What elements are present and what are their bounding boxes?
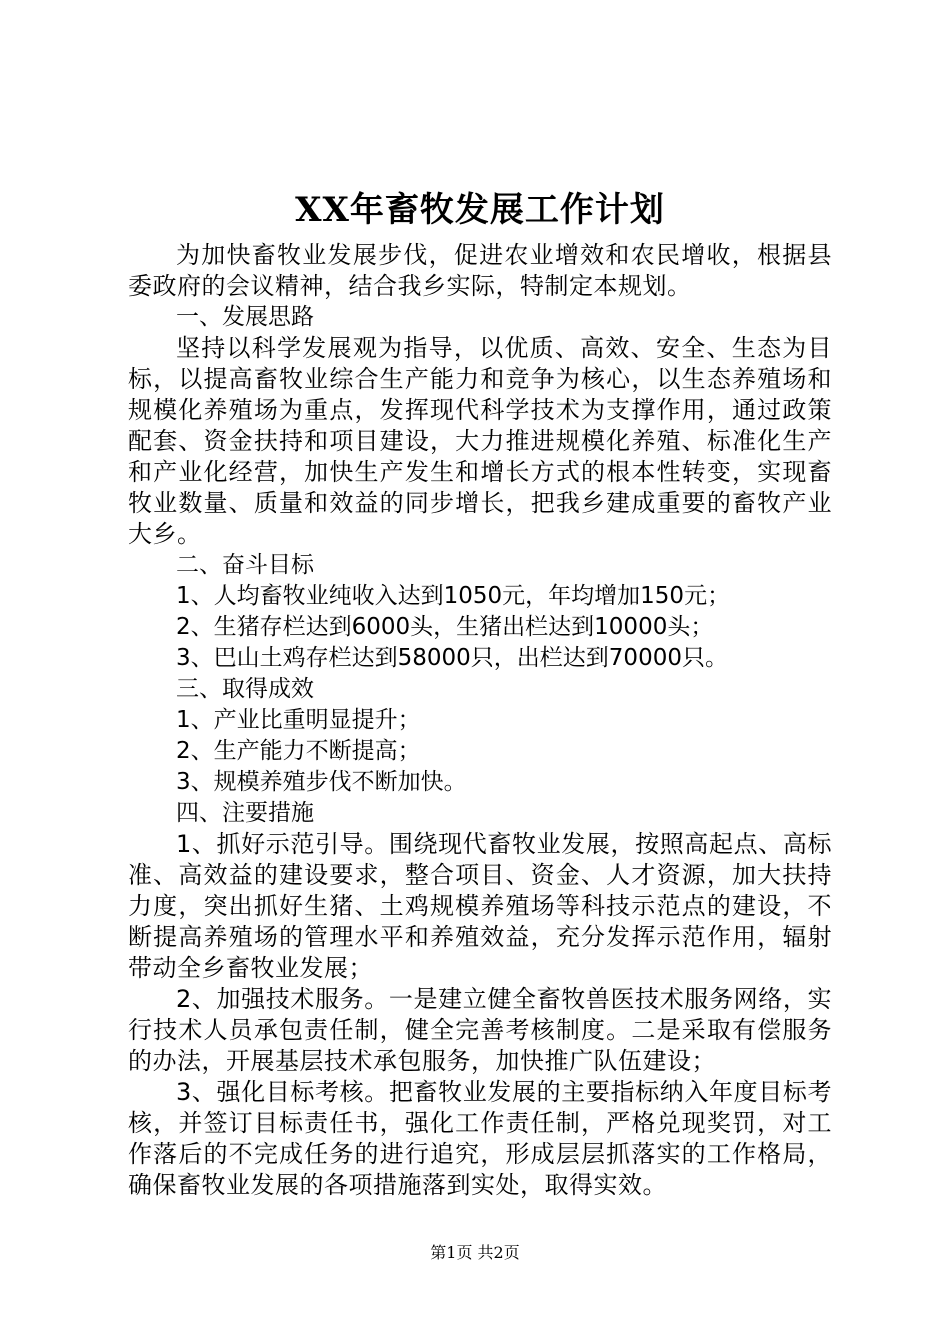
document-title: XX年畜牧发展工作计划 [295,190,665,230]
section-heading-1: 一、发展思路 [176,304,314,330]
result-item-1: 1、产业比重明显提升； [176,707,421,733]
goal-item-1: 1、人均畜牧业纯收入达到1050元，年均增加150元； [176,583,731,609]
measure-lead-2: 2、加强技术服务。 [176,985,389,1013]
section-heading-2: 二、奋斗目标 [176,552,314,578]
result-item-3: 3、规模养殖步伐不断加快。 [176,769,467,795]
measure-lead-3: 3、强化目标考核。 [176,1078,389,1106]
page-footer: 第1页 共2页 [430,1243,520,1262]
goal-item-3: 3、巴山土鸡存栏达到58000只，出栏达到70000只。 [176,645,728,671]
section-heading-4: 四、注要措施 [176,800,314,826]
measure-text-1: 围绕现代畜牧业发展，按照高起点、高标准、高效益的建设要求，整合项目、资金、人才资源，加大扶持力度，突出抓好生猪、土鸡规模养殖场等科技示范点的建设，不断提高养殖场的管理水平和养殖效益，充分发挥示范作用，辐射带动全乡畜牧业发展； [128,830,832,982]
measure-text-3: 把畜牧业发展的主要指标纳入年度目标考核，并签订目标责任书，强化工作责任制，严格兑现奖罚，对工作落后的不完成任务的进行追究，形成层层抓落实的工作格局，确保畜牧业发展的各项措施落到实处，取得实效。 [128,1078,832,1199]
goal-item-2: 2、生猪存栏达到6000头，生猪出栏达到10000头； [176,614,714,640]
measure-lead-1: 1、抓好示范引导。 [176,830,389,858]
measure-paragraph-2 [128,984,832,1077]
document-page [128,180,832,1201]
measure-text-2: 一是建立健全畜牧兽医技术服务网络，实行技术人员承包责任制，健全完善考核制度。二是采取有偿服务的办法，开展基层技术承包服务，加快推广队伍建设； [128,985,832,1075]
result-item-2: 2、生产能力不断提高； [176,738,421,764]
measure-paragraph-3 [128,1077,832,1201]
section-heading-3: 三、取得成效 [176,676,314,702]
measure-paragraph-1 [128,829,832,984]
section-1-paragraph: 坚持以科学发展观为指导，以优质、高效、安全、生态为目标，以提高畜牧业综合生产能力和竞争为核心，以生态养殖场和规模化养殖场为重点，发挥现代科学技术为支撑作用，通过政策配套、资金扶持和项目建设，大力推进规模化养殖、标准化生产和产业化经营，加快生产发生和增长方式的根本性转变，实现畜牧业数量、质量和效益的同步增长，把我乡建成重要的畜牧产业大乡。 [128,334,832,548]
intro-paragraph: 为加快畜牧业发展步伐，促进农业增效和农民增收，根据县委政府的会议精神，结合我乡实际，特制定本规划。 [128,241,832,300]
